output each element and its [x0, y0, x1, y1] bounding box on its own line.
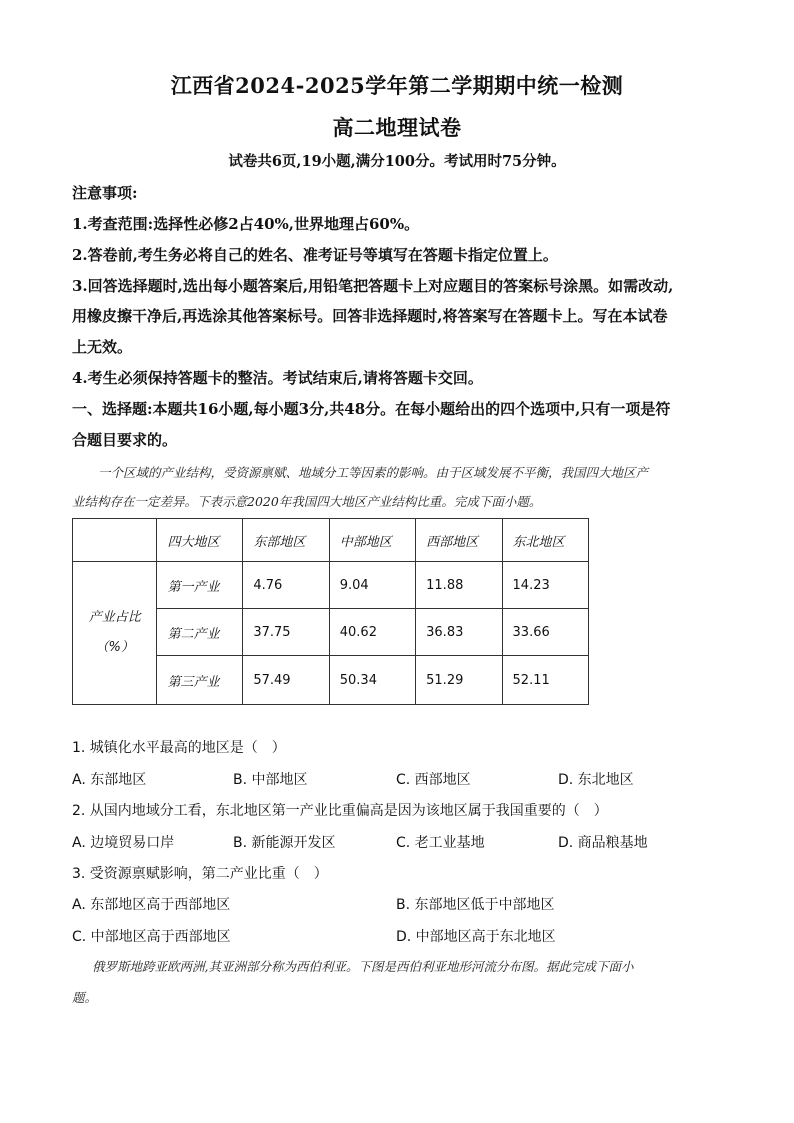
question-2-option-c[interactable]: C. 老工业基地	[396, 835, 485, 851]
table-cell: 37.75	[243, 609, 329, 656]
row-group-label-line: 产业占比	[88, 610, 141, 625]
question-1-option-a[interactable]: A. 东部地区	[72, 772, 147, 788]
table-cell: 36.83	[416, 609, 502, 656]
table-corner-cell	[73, 519, 157, 562]
exam-meta: 试卷共6页,19小题,满分100分。考试用时75分钟。	[228, 153, 566, 170]
section-heading: 一、选择题:本题共16小题,每小题3分,共48分。在每小题给出的四个选项中,只有一项是符	[72, 400, 671, 418]
note-item: 用橡皮擦干净后,再选涂其他答案标号。回答非选择题时,将答案写在答题卡上。写在本试卷	[72, 307, 668, 325]
note-item: 4.考生必须保持答题卡的整洁。考试结束后,请将答题卡交回。	[72, 369, 483, 387]
passage-intro-cont: 业结构存在一定差异。下表示意2020年我国四大地区产业结构比重。完成下面小题。	[72, 494, 542, 509]
passage-siberia: 俄罗斯地跨亚欧两洲,其亚洲部分称为西伯利亚。下图是西伯利亚地形河流分布图。据此完成下面小	[92, 959, 634, 974]
question-1-stem: 1. 城镇化水平最高的地区是（ ）	[72, 740, 286, 756]
table-cell: 11.88	[416, 562, 502, 609]
question-1-option-b[interactable]: B. 中部地区	[233, 772, 308, 788]
note-item: 1.考查范围:选择性必修2占40%,世界地理占60%。	[72, 215, 420, 233]
question-2-option-a[interactable]: A. 边境贸易口岸	[72, 835, 175, 851]
note-item: 2.答卷前,考生务必将自己的姓名、准考证号等填写在答题卡指定位置上。	[72, 246, 558, 264]
table-cell: 14.23	[502, 562, 588, 609]
row-group-label-unit: （%）	[95, 640, 134, 655]
question-2-stem: 2. 从国内地域分工看，东北地区第一产业比重偏高是因为该地区属于我国重要的（ ）	[72, 803, 608, 819]
table-cell: 50.34	[329, 656, 415, 705]
table-row-label: 第二产业	[157, 609, 243, 656]
table-header-row	[73, 519, 589, 562]
exam-title: 江西省2024-2025学年第二学期期中统一检测	[170, 73, 624, 98]
exam-subtitle: 高二地理试卷	[332, 115, 462, 140]
question-3-option-c[interactable]: C. 中部地区高于西部地区	[72, 929, 231, 945]
table-cell: 9.04	[329, 562, 415, 609]
table-header-cell: 四大地区	[157, 519, 243, 562]
table-row	[73, 562, 589, 609]
table-header-cell: 东北地区	[502, 519, 588, 562]
passage-siberia-cont: 题。	[72, 990, 98, 1005]
table-cell: 33.66	[502, 609, 588, 656]
table-cell: 40.62	[329, 609, 415, 656]
table-row-label: 第一产业	[157, 562, 243, 609]
question-2-option-b[interactable]: B. 新能源开发区	[233, 835, 336, 851]
question-1-option-c[interactable]: C. 西部地区	[396, 772, 471, 788]
industry-structure-table	[72, 518, 589, 705]
table-row-label: 第三产业	[157, 656, 243, 705]
note-item: 3.回答选择题时,选出每小题答案后,用铅笔把答题卡上对应题目的答案标号涂黑。如需改动,	[72, 277, 674, 295]
question-3-stem: 3. 受资源禀赋影响，第二产业比重（ ）	[72, 866, 328, 882]
table-header-cell: 西部地区	[416, 519, 502, 562]
question-3-option-d[interactable]: D. 中部地区高于东北地区	[396, 929, 556, 945]
table-cell: 51.29	[416, 656, 502, 705]
note-item: 上无效。	[72, 338, 133, 356]
question-2-option-d[interactable]: D. 商品粮基地	[558, 835, 648, 851]
table-header-cell: 东部地区	[243, 519, 329, 562]
section-heading-cont: 合题目要求的。	[72, 431, 178, 449]
table-cell: 52.11	[502, 656, 588, 705]
question-1-option-d[interactable]: D. 东北地区	[558, 772, 634, 788]
question-3-option-a[interactable]: A. 东部地区高于西部地区	[72, 897, 231, 913]
notes-heading: 注意事项:	[72, 184, 138, 202]
row-group-label	[73, 562, 157, 705]
table-cell: 57.49	[243, 656, 329, 705]
passage-intro: 一个区域的产业结构，受资源禀赋、地域分工等因素的影响。由于区域发展不平衡，我国四大地区产	[98, 465, 649, 480]
table-header-cell: 中部地区	[329, 519, 415, 562]
table-cell: 4.76	[243, 562, 329, 609]
question-3-option-b[interactable]: B. 东部地区低于中部地区	[396, 897, 555, 913]
